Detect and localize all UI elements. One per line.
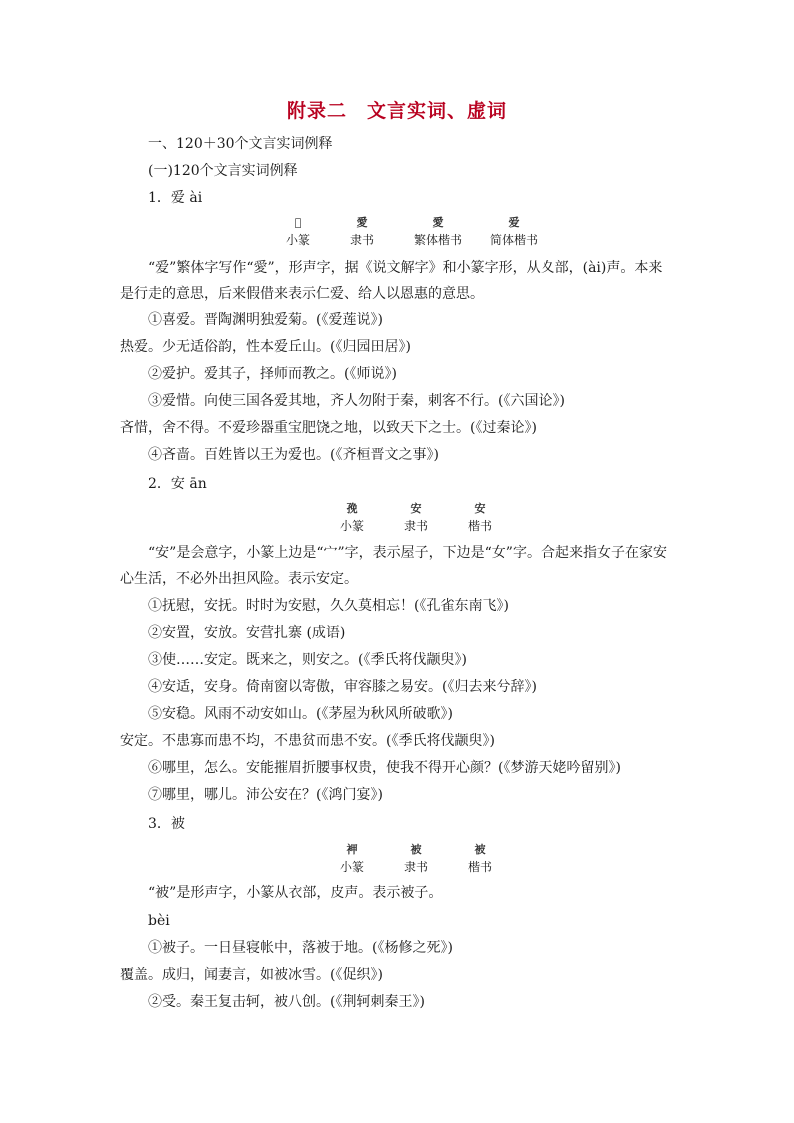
glyph-label: 小篆 <box>285 233 310 247</box>
glyph-char: 安 <box>474 502 486 515</box>
glyph-char: 被 <box>474 843 486 856</box>
entry-heading-ai: 1．爱 ài <box>148 190 203 206</box>
pinyin-heading: bèi <box>148 913 170 929</box>
glyph-char: 㝃 <box>346 502 358 515</box>
glyph-cell <box>484 214 544 248</box>
page-title: 附录二 文言实词、虚词 <box>286 100 507 122</box>
section-heading: 一、120＋30个文言实词例释 <box>148 136 333 152</box>
glyph-char: 愛 <box>432 216 444 229</box>
definition-item: 安定。不患寡而患不均，不患贫而患不安。(《季氏将伐颛臾》) <box>120 733 495 749</box>
glyph-char: 䘥 <box>346 843 358 856</box>
glyph-char: 被 <box>410 843 422 856</box>
definition-item: ⑦哪里，哪儿。沛公安在？(《鸿门宴》) <box>148 787 383 803</box>
subsection-heading: (一)120个文言实词例释 <box>148 163 298 179</box>
glyph-cell <box>398 500 434 534</box>
definition-item: ①抚慰，安抚。时时为安慰，久久莫相忘！(《孔雀东南飞》) <box>148 598 509 614</box>
glyph-cell <box>344 214 380 248</box>
glyph-cell <box>334 841 370 875</box>
entry-description: “被”是形声字，小篆从衣部，皮声。表示被子。 <box>148 885 443 901</box>
definition-item: ④吝啬。百姓皆以王为爱也。(《齐桓晋文之事》) <box>148 447 439 463</box>
definition-item: ⑤安稳。风雨不动安如山。(《茅屋为秋风所破歌》) <box>148 706 453 722</box>
definition-item: ②爱护。爱其子，择师而教之。(《师说》) <box>148 366 397 382</box>
definition-item: ②受。秦王复击轲，被八创。(《荆轲刺秦王》) <box>148 994 425 1010</box>
glyph-cell <box>408 214 468 248</box>
definition-item: 吝惜，舍不得。不爱珍器重宝肥饶之地，以致天下之士。(《过秦论》) <box>120 420 537 436</box>
glyph-char: 爱 <box>508 216 520 229</box>
glyph-label: 繁体楷书 <box>413 233 462 247</box>
definition-item: ④安适，安身。倚南窗以寄傲，审容膝之易安。(《归去来兮辞》) <box>148 679 537 695</box>
glyph-label: 小篆 <box>339 860 364 874</box>
glyph-char: 安 <box>410 502 422 515</box>
definition-item: ⑥哪里，怎么。安能摧眉折腰事权贵，使我不得开心颜？(《梦游天姥吟留别》) <box>148 760 621 776</box>
definition-item: ③爱惜。向使三国各爱其地，齐人勿附于秦，刺客不行。(《六国论》) <box>148 393 565 409</box>
glyph-forms-an <box>334 500 498 534</box>
glyph-label: 简体楷书 <box>489 233 538 247</box>
glyph-label: 隶书 <box>349 233 374 247</box>
definition-item: 热爱。少无适俗韵，性本爱丘山。(《归园田居》) <box>120 339 411 355</box>
glyph-char: 愛 <box>356 216 368 229</box>
definition-item: ①喜爱。晋陶渊明独爱菊。(《爱莲说》) <box>148 312 383 328</box>
entry-description: “爱”繁体字写作“愛”，形声字，据《说文解字》和小篆字形，从夊部，(ài)声。本来是行走的意思，后来假借来表示仁爱、给人以恩惠的意思。 <box>120 260 663 302</box>
glyph-label: 楷书 <box>467 519 492 533</box>
glyph-label: 隶书 <box>403 860 428 874</box>
glyph-char: 𤔽 <box>294 216 302 229</box>
glyph-label: 楷书 <box>467 860 492 874</box>
entry-heading-bei: 3．被 <box>148 816 185 832</box>
entry-heading-an: 2．安 ān <box>148 476 207 492</box>
definition-item: ③使……安定。既来之，则安之。(《季氏将伐颛臾》) <box>148 652 467 668</box>
glyph-label: 隶书 <box>403 519 428 533</box>
glyph-cell <box>280 214 316 248</box>
glyph-cell <box>462 500 498 534</box>
glyph-cell <box>462 841 498 875</box>
entry-description: “安”是会意字，小篆上边是“宀”字，表示屋子，下边是“女”字。合起来指女子在家安心生活，不必外出担风险。表示安定。 <box>120 545 667 587</box>
definition-item: 覆盖。成归，闻妻言，如被冰雪。(《促织》) <box>120 967 383 983</box>
glyph-forms-bei <box>334 841 498 875</box>
definition-item: ①被子。一日昼寝帐中，落被于地。(《杨修之死》) <box>148 940 453 956</box>
glyph-label: 小篆 <box>339 519 364 533</box>
glyph-forms-ai <box>280 214 544 248</box>
glyph-cell <box>334 500 370 534</box>
definition-item: ②安置，安放。安营扎寨 (成语) <box>148 625 346 641</box>
glyph-cell <box>398 841 434 875</box>
